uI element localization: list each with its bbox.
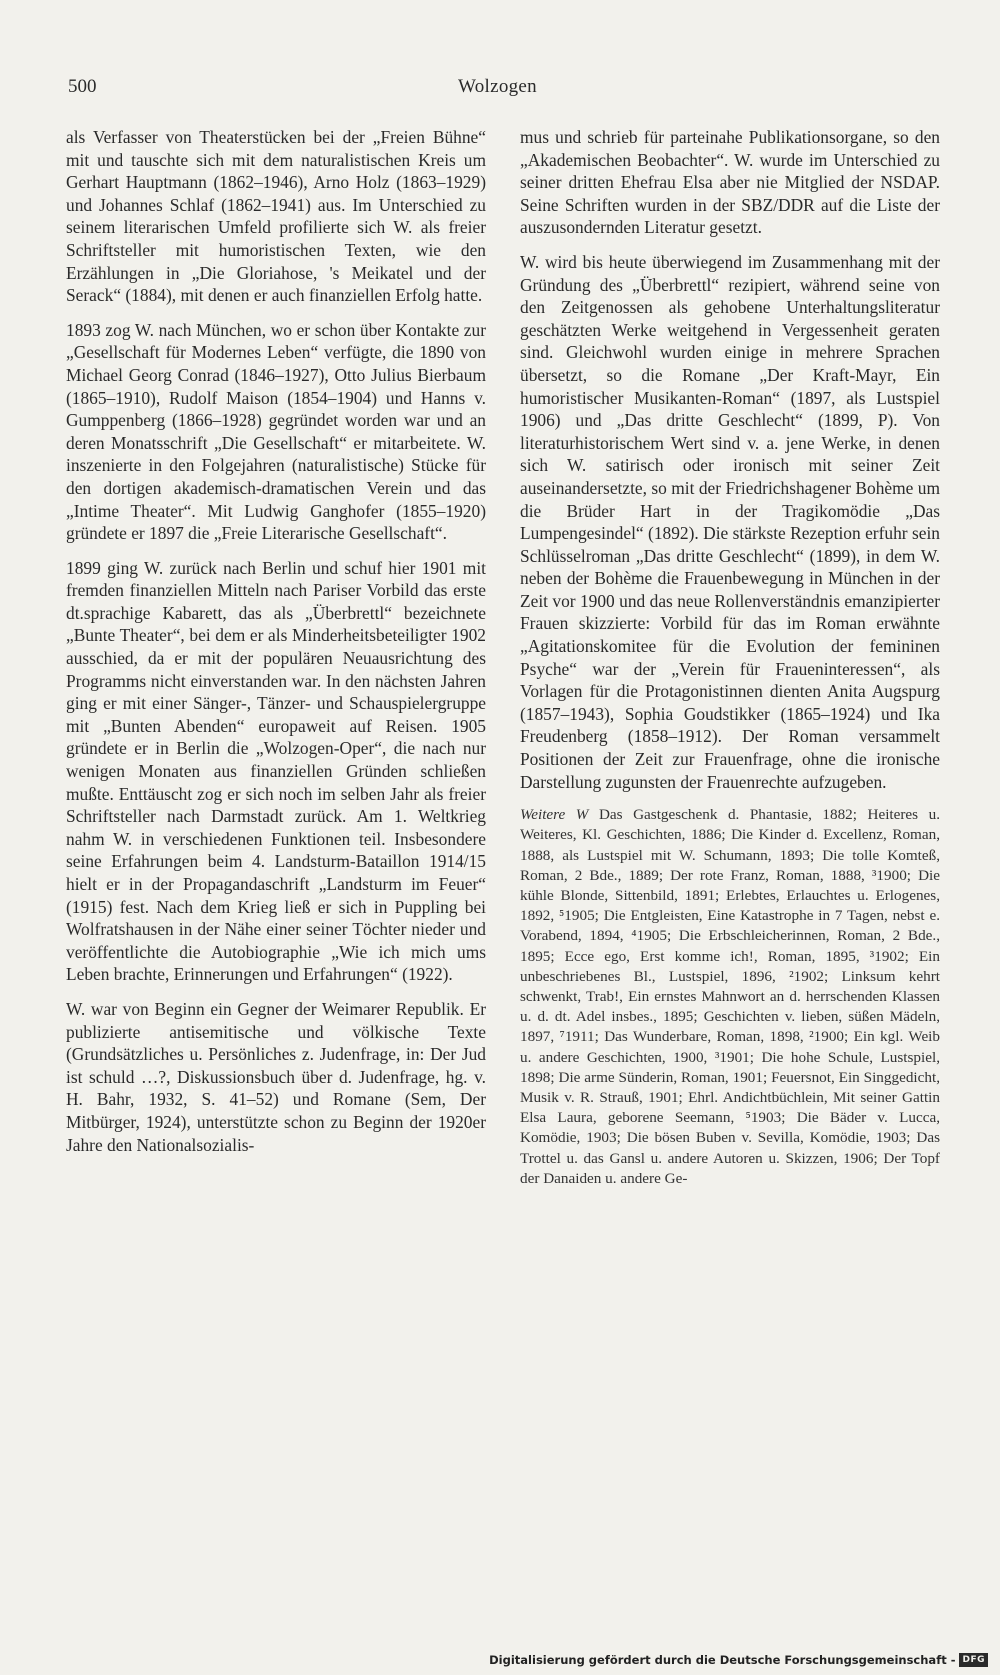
digitization-footer [489,1653,988,1667]
further-works-label: Weitere W [520,806,589,824]
running-head: Wolzogen [458,76,537,97]
dfg-logo: DFG [959,1653,988,1667]
right-column [520,126,940,1201]
left-column [66,126,486,1168]
further-works [520,805,940,1189]
paragraph: 1893 zog W. nach München, wo er schon über Kontakte zur „Gesellschaft für Modernes Leben“ verfügte, die 1890 von Michael Georg Conrad (1846–1927), Otto Julius Bierbaum (1865–1910), Rudolf Maison (1854–1904) und Hanns v. Gumppenberg (1866–1928) gegründet worden war und an deren Monatsschrift „Die Gesellschaft“ er mitarbeitete. W. inszenierte in den Folgejahren (naturalistische) Stücke für den dortigen akademisch-dramatischen Verein und das „Intime Theater“. Mit Ludwig Ganghofer (1855–1920) gründete er 1897 die „Freie Literarische Gesellschaft“. [66,319,486,544]
page-header [68,76,938,102]
paragraph: mus und schrieb für parteinahe Publikationsorgane, so den „Akademischen Beobachter“. W. wurde im Unterschied zu seiner dritten Ehefrau Elsa aber nie Mitglied der NSDAP. Seine Schriften wurden in der SBZ/DDR auf die Liste der auszusondernden Literatur gesetzt. [520,127,940,238]
page-number: 500 [68,76,97,97]
paragraph: W. wird bis heute überwiegend im Zusammenhang mit der Gründung des „Überbrettl“ rezipiert, während seine von den Zeitgenossen als gehobene Unterhaltungsliteratur geschätzten Werke weitgehend in Vergessenheit geraten sind. Gleichwohl wurden einige in mehrere Sprachen übersetzt, so die Romane „Der Kraft-Mayr, Ein humoristischer Musikanten-Roman“ (1897, als Lustspiel 1906) und „Das dritte Geschlecht“ (1899, P). Von literaturhistorischem Wert sind v. a. jene Werke, in denen sich W. satirisch oder ironisch mit seiner Zeit auseinandersetzte, so mit der Friedrichshagener Bohème um die Brüder Hart in der Tragikomödie „Das Lumpengesindel“ (1892). Die stärkste Rezeption erfuhr sein Schlüsselroman „Das dritte Geschlecht“ (1899), in dem W. neben der Bohème die Frauenbewegung in München in der Zeit vor 1900 und das neue Rollenverständnis emanzipierter Frauen skizzierte: Vorbild für das im Roman erwähnte „Agitationskomitee für die Evolution der femininen Psyche“ war der „Verein für Fraueninteressen“, als Vorlagen für die Protagonistinnen dienten Anita Augspurg (1857–1943), Sophia Goudstikker (1865–1924) und Ika Freudenberg (1858–1912). Der Roman versammelt Positionen der Zeit zur Frauenfrage, ohne die ironische Darstellung zugunsten der Frauenrechte aufzugeben. [520,251,940,792]
paragraph: W. war von Beginn ein Gegner der Weimarer Republik. Er publizierte antisemitische und völkische Texte (Grundsätzliches u. Persönliches z. Judenfrage, in: Der Jud ist schuld …?, Diskussionsbuch über d. Judenfrage, hg. v. H. Bahr, 1932, S. 41–52) und Romane (Sem, Der Mitbürger, 1924), unterstützte schon zu Beginn der 1920er Jahre den Nationalsozialis- [66,998,486,1155]
funding-note: Digitalisierung gefördert durch die Deutsche Forschungsgemeinschaft - [489,1653,956,1667]
paragraph: als Verfasser von Theaterstücken bei der „Freien Bühne“ mit und tauschte sich mit dem naturalistischen Kreis um Gerhart Hauptmann (1862–1946), Arno Holz (1863–1929) und Johannes Schlaf (1862–1941) aus. Im Unterschied zu seinem literarischen Umfeld profilierte sich W. als freier Schriftsteller mit humoristischen Texten, wie den Erzählungen in „Die Gloriahose, 's Meikatel und der Serack“ (1884), mit denen er auch finanziellen Erfolg hatte. [66,127,486,306]
paragraph: 1899 ging W. zurück nach Berlin und schuf hier 1901 mit fremden finanziellen Mitteln nach Pariser Vorbild das erste dt.sprachige Kabarett, das als „Überbrettl“ bezeichnete „Bunte Theater“, bei dem er als Minderheitsbeteiligter 1902 ausschied, da er mit der populären Neuausrichtung des Programms nicht einverstanden war. In den nächsten Jahren ging er mit einer Sänger-, Tänzer- und Schauspielergruppe mit „Bunten Abenden“ europaweit auf Reisen. 1905 gründete er in Berlin die „Wolzogen-Oper“, die nach nur wenigen Monaten aus finanziellen Gründen schließen mußte. Enttäuscht zog er sich noch im selben Jahr als freier Schriftsteller nach Darmstadt zurück. Am 1. Weltkrieg nahm W. in verschiedenen Funktionen teil. Insbesondere seine Erfahrungen beim 4. Landsturm-Bataillon 1914/15 hielt er in der Propagandaschrift „Landsturm im Feuer“ (1915) fest. Nach dem Krieg ließ er sich in Puppling bei Wolfratshausen in der Nähe einer seiner Töchter nieder und veröffentlichte die Autobiographie „Wie ich mich ums Leben brachte, Erinnerungen und Erfahrungen“ (1922). [66,557,486,985]
further-works-text: Das Gastgeschenk d. Phantasie, 1882; Heiteres u. Weiteres, Kl. Geschichten, 1886; Die Kinder d. Excellenz, Roman, 1888, als Lustspiel mit W. Schumann, 1893; Die tolle Komteß, Roman, 2 Bde., 1889; Der rote Franz, Roman, 1888, ³1900; Die kühle Blonde, Sittenbild, 1891; Erlebtes, Erlauchtes u. Erlogenes, 1892, ⁵1905; Die Entgleisten, Eine Katastrophe in 7 Tagen, nebst e. Vorabend, 1894, ⁴1905; Die Erbschleicherinnen, Roman, 2 Bde., 1895; Ecce ego, Erst komme ich!, Roman, 1895, ³1902; Ein unbeschriebenes Bl., Lustspiel, 1896, ²1902; Linksum kehrt schwenkt, Trab!, Ein ernstes Mahnwort an d. herrschenden Klassen u. d. dt. Adel insbes., 1895; Geschichten v. lieben, süßen Mädeln, 1897, ⁷1911; Das Wunderbare, Roman, 1898, ²1900; Ein kgl. Weib u. andere Geschichten, 1900, ³1901; Die hohe Schule, Lustspiel, 1898; Die arme Sünderin, Roman, 1901; Feuersnot, Ein Singgedicht, Musik v. R. Strauß, 1901; Ehrl. Andichtbüchlein, Mit seiner Gattin Elsa Laura, geborene Seemann, ⁵1903; Die Bäder v. Lucca, Komödie, 1903; Die bösen Buben v. Sevilla, Komödie, 1903; Das Trottel u. das Gansl u. andere Autoren u. Skizzen, 1906; Der Topf der Danaiden u. andere Ge- [520,806,940,1187]
